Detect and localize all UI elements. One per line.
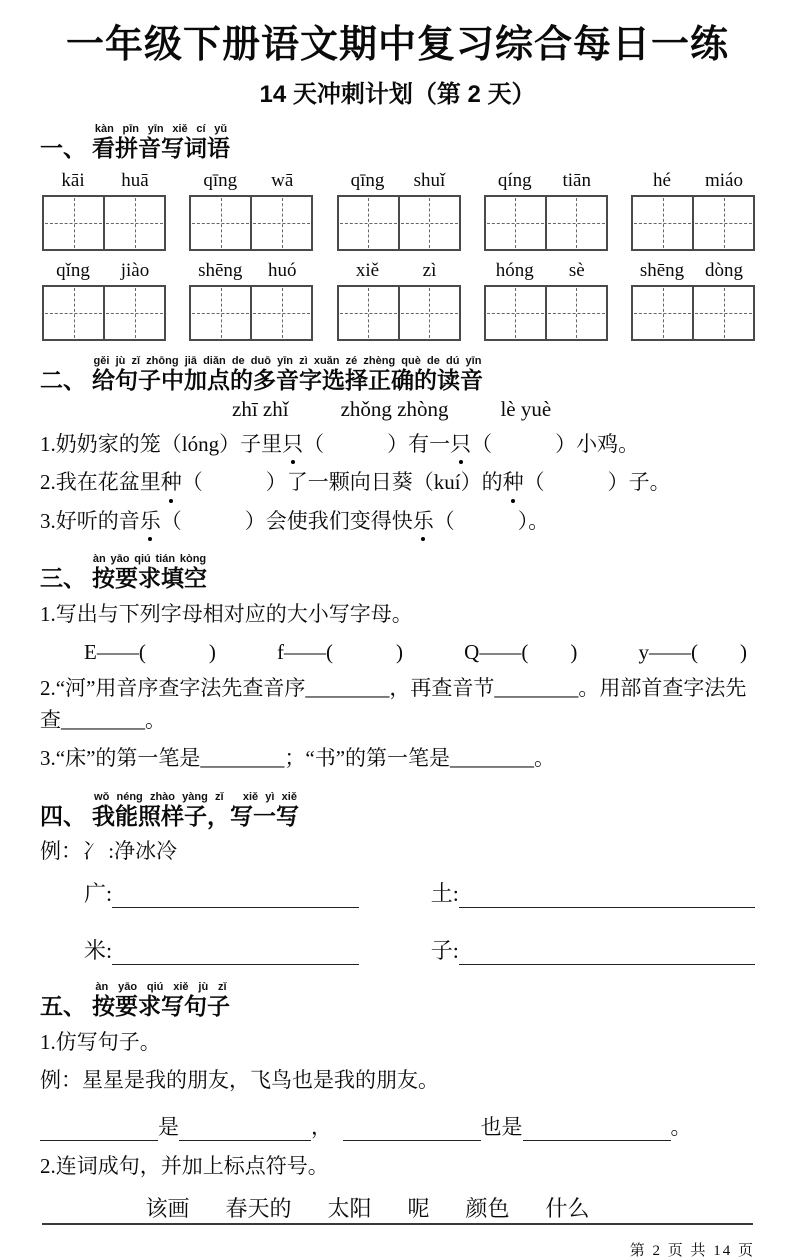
pinyin-label: qīng wā bbox=[203, 169, 294, 191]
radical-item: 广: bbox=[84, 877, 359, 908]
pinyin-word-block bbox=[337, 170, 461, 251]
section-5-number: 五、 bbox=[40, 993, 86, 1020]
scrambled-word: 呢 bbox=[407, 1196, 430, 1222]
pinyin-label: shēng dòng bbox=[639, 259, 743, 281]
sentence-2: 2.我在花盆里种（ ）了一颗向日葵（kuí）的种（ ）子。 bbox=[40, 467, 755, 499]
writing-grid[interactable] bbox=[42, 195, 166, 251]
radical-fill-grid bbox=[40, 867, 755, 965]
emphasized-char: 只 bbox=[282, 429, 303, 461]
pinyin-word-block bbox=[484, 170, 608, 251]
section-1-title-ruby: 看拼音写词语kàn pīn yīn xiě cí yǔ bbox=[92, 122, 230, 161]
option-pair: lè yuè bbox=[500, 396, 552, 421]
writing-grid[interactable] bbox=[42, 285, 166, 341]
duoyinzi-options bbox=[40, 397, 755, 422]
section-5-heading bbox=[40, 981, 755, 1019]
pinyin-word-block bbox=[337, 260, 461, 341]
radical-item: 米: bbox=[84, 934, 359, 965]
writing-grid[interactable] bbox=[484, 195, 608, 251]
sentence-fill-line: 是 ， 也是 。 bbox=[40, 1111, 755, 1141]
pinyin-words-row-1 bbox=[40, 170, 755, 251]
option-pair: zhǒng zhòng bbox=[340, 396, 449, 421]
answer-blank[interactable] bbox=[523, 1117, 671, 1141]
answer-blank[interactable] bbox=[112, 882, 359, 908]
pinyin-word-block bbox=[631, 170, 755, 251]
section-3-heading bbox=[40, 553, 755, 591]
scrambled-word: 春天的 bbox=[225, 1196, 292, 1222]
letter-blank[interactable]: E——( ) bbox=[84, 640, 216, 665]
writing-grid[interactable] bbox=[337, 195, 461, 251]
emphasized-char: 种 bbox=[161, 467, 182, 499]
pinyin-label: shēng huó bbox=[198, 259, 297, 281]
answer-blank[interactable] bbox=[459, 939, 755, 965]
writing-grid[interactable] bbox=[484, 285, 608, 341]
page-footer bbox=[40, 1223, 755, 1260]
writing-grid[interactable] bbox=[189, 195, 313, 251]
pinyin-label: qǐng jiào bbox=[56, 259, 150, 281]
s4-example: 例：冫 :净冰冷 bbox=[40, 838, 178, 863]
writing-grid[interactable] bbox=[337, 285, 461, 341]
footer-divider bbox=[42, 1223, 753, 1225]
s5-item-2: 2.连词成句，并加上标点符号。 bbox=[40, 1153, 329, 1178]
pinyin-word-block bbox=[42, 260, 166, 341]
letter-blank[interactable]: Q——( ) bbox=[464, 640, 578, 665]
pinyin-label: qíng tiān bbox=[497, 169, 591, 191]
emphasized-char: 只 bbox=[450, 429, 471, 461]
s5-item-1: 1.仿写句子。 bbox=[40, 1029, 161, 1054]
pinyin-label: qīng shuǐ bbox=[350, 169, 446, 191]
answer-blank[interactable] bbox=[179, 1117, 311, 1141]
section-2-number: 二、 bbox=[40, 366, 86, 393]
pinyin-words-row-2 bbox=[40, 260, 755, 341]
section-5-title-ruby: 按要求写句子àn yāo qiú xiě jù zǐ bbox=[92, 981, 230, 1020]
s5-example: 例：星星是我的朋友，飞鸟也是我的朋友。 bbox=[40, 1068, 439, 1093]
s3-item-1: 1.写出与下列字母相对应的大小写字母。 bbox=[40, 601, 413, 626]
emphasized-char: 乐 bbox=[413, 506, 434, 538]
pinyin-label: hóng sè bbox=[495, 259, 585, 281]
sentence-3: 3.好听的音乐（ ）会使我们变得快乐（ ）。 bbox=[40, 506, 755, 538]
letter-matching-row[interactable] bbox=[40, 636, 755, 666]
section-2-heading bbox=[40, 355, 755, 393]
pinyin-label: xiě zì bbox=[355, 259, 437, 281]
letter-blank[interactable]: y——( ) bbox=[638, 640, 747, 665]
answer-blank[interactable] bbox=[459, 882, 755, 908]
pinyin-word-block bbox=[631, 260, 755, 341]
section-1-number: 一、 bbox=[40, 134, 86, 161]
writing-grid[interactable] bbox=[631, 285, 755, 341]
section-4-pinyin: wǒ néng zhào yàng zǐ xiě yì xiě bbox=[92, 790, 299, 803]
pinyin-word-block bbox=[484, 260, 608, 341]
section-1-pinyin: kàn pīn yīn xiě cí yǔ bbox=[92, 122, 230, 135]
scrambled-word: 太阳 bbox=[327, 1196, 372, 1222]
section-4-heading bbox=[40, 791, 755, 829]
section-3-pinyin: àn yāo qiú tián kòng bbox=[92, 553, 207, 566]
s3-item-3: 3.“床”的第一笔是________；“书”的第一笔是________。 bbox=[40, 746, 556, 771]
page-title: 一年级下册语文期中复习综合每日一练 bbox=[65, 24, 729, 66]
section-5-pinyin: àn yāo qiú xiě jù zǐ bbox=[92, 981, 230, 994]
sentence-1: 1.奶奶家的笼（lóng）子里只（ ）有一只（ ）小鸡。 bbox=[40, 429, 755, 461]
pinyin-word-block bbox=[189, 170, 313, 251]
pinyin-label: kāi huā bbox=[61, 169, 149, 191]
radical-item: 子: bbox=[431, 934, 755, 965]
pinyin-word-block bbox=[42, 170, 166, 251]
s3-item-2: 2.“河”用音序查字法先查音序________，再查音节________。用部首查字法先查________。 bbox=[40, 676, 747, 732]
section-1-heading bbox=[40, 123, 755, 161]
page-subtitle: 14 天冲刺计划（第 2 天） bbox=[259, 80, 536, 108]
option-pair: zhī zhǐ bbox=[232, 396, 289, 421]
answer-blank[interactable] bbox=[343, 1117, 481, 1141]
emphasized-char: 种 bbox=[503, 467, 524, 499]
scrambled-word: 颜色 bbox=[465, 1196, 510, 1222]
section-2-pinyin: gěi jù zǐ zhōng jiā diǎn de duō yīn zì xuǎn zé zhèng què de dú yīn bbox=[92, 354, 483, 367]
scrambled-words-row bbox=[40, 1192, 755, 1223]
pinyin-label: hé miáo bbox=[653, 169, 743, 191]
page-number: 第 2 页 共 14 页 bbox=[629, 1243, 755, 1260]
emphasized-char: 乐 bbox=[140, 506, 161, 538]
scrambled-word: 什么 bbox=[545, 1196, 590, 1222]
section-3-number: 三、 bbox=[40, 565, 86, 592]
section-4-number: 四、 bbox=[40, 802, 86, 829]
section-2-title-ruby: 给句子中加点的多音字选择正确的读音gěi jù zǐ zhōng jiā diǎn de duō yīn zì xuǎn zé zhèng què de dú yīn bbox=[92, 354, 483, 393]
writing-grid[interactable] bbox=[189, 285, 313, 341]
letter-blank[interactable]: f——( ) bbox=[277, 640, 403, 665]
section-4-title-ruby: 我能照样子，写一写wǒ néng zhào yàng zǐ xiě yì xiě bbox=[92, 790, 299, 829]
scrambled-word: 该画 bbox=[145, 1196, 190, 1222]
answer-blank[interactable] bbox=[40, 1117, 158, 1141]
answer-blank[interactable] bbox=[112, 939, 359, 965]
radical-item: 土: bbox=[431, 877, 755, 908]
writing-grid[interactable] bbox=[631, 195, 755, 251]
section-3-title-ruby: 按要求填空àn yāo qiú tián kòng bbox=[92, 553, 207, 592]
pinyin-word-block bbox=[189, 260, 313, 341]
